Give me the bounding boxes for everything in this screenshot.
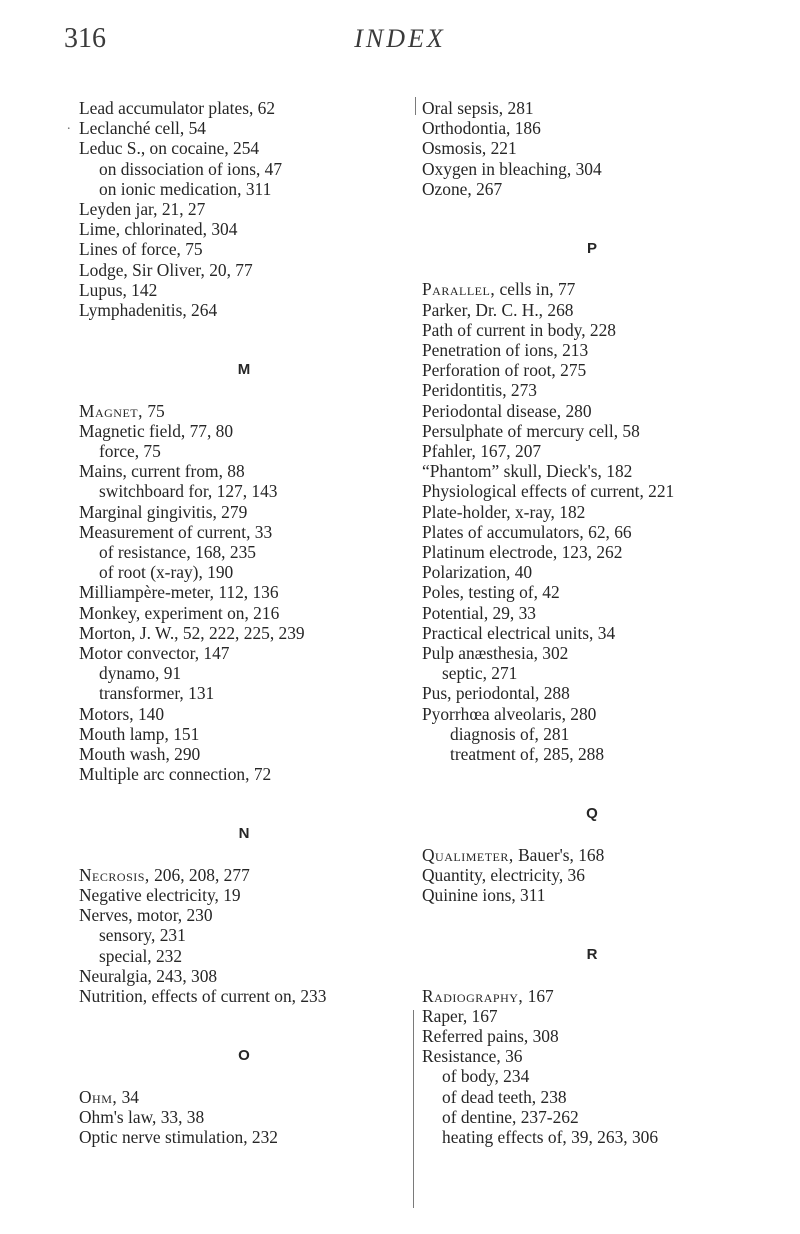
section-spacer: [79, 784, 409, 824]
index-entry: Monkey, experiment on, 216: [79, 602, 280, 623]
index-entry: Plate-holder, x-ray, 182: [422, 501, 586, 522]
index-subentry: of root (x-ray), 190: [99, 562, 234, 583]
index-subentry: sensory, 231: [99, 925, 186, 946]
index-entry: Pulp anæsthesia, 302: [422, 643, 569, 664]
index-entry: [79, 1087, 409, 1107]
index-entry: Motors, 140: [79, 703, 165, 724]
index-subentry: of dead teeth, 238: [442, 1086, 567, 1107]
entry-pages: cells in, 77: [495, 279, 576, 300]
index-entry: Mouth lamp, 151: [79, 723, 200, 744]
index-entry: Mains, current from, 88: [79, 461, 245, 482]
section-spacer: [79, 1066, 409, 1086]
index-entry: Motor convector, 147: [79, 643, 230, 664]
entry-pages: 206, 208, 277: [149, 864, 250, 885]
index-entry: [422, 845, 762, 865]
index-entry: Lead accumulator plates, 62: [79, 98, 276, 118]
index-entry: Morton, J. W., 52, 222, 225, 239: [79, 622, 305, 643]
page-header: [0, 22, 800, 62]
index-subentry: diagnosis of, 281: [450, 723, 570, 744]
index-entry: Oxygen in bleaching, 304: [422, 158, 602, 179]
section-spacer: [79, 380, 409, 400]
index-subentry: septic, 271: [442, 663, 518, 684]
index-subentry: treatment of, 285, 288: [450, 744, 605, 765]
index-entry: Platinum electrode, 123, 262: [422, 542, 623, 563]
index-subentry: of dentine, 237-262: [442, 1106, 579, 1127]
index-entry: Osmosis, 221: [422, 138, 517, 159]
index-entry: Ozone, 267: [422, 178, 503, 199]
index-entry: Leyden jar, 21, 27: [79, 199, 206, 220]
section-spacer: [79, 845, 409, 865]
section-spacer: [422, 824, 762, 844]
section-spacer: [422, 965, 762, 985]
index-entry: Lodge, Sir Oliver, 20, 77: [79, 259, 253, 280]
index-entry: [79, 865, 409, 885]
index-entry: Quinine ions, 311: [422, 885, 546, 906]
index-entry: Persulphate of mercury cell, 58: [422, 420, 640, 441]
index-entry: [422, 986, 762, 1006]
section-spacer: [422, 259, 762, 279]
index-entry: Potential, 29, 33: [422, 602, 536, 623]
index-entry: Referred pains, 308: [422, 1026, 559, 1047]
index-entry: Optic nerve stimulation, 232: [79, 1127, 278, 1148]
index-entry: Nerves, motor, 230: [79, 905, 213, 926]
index-subentry: on dissociation of ions, 47: [99, 158, 283, 179]
index-entry: Leduc S., on cocaine, 254: [79, 138, 260, 159]
section-spacer: [422, 764, 762, 804]
index-entry: Poles, testing of, 42: [422, 582, 560, 603]
index-entry: Milliampère-meter, 112, 136: [79, 582, 279, 603]
section-letter: M: [237, 361, 251, 379]
index-entry: Raper, 167: [422, 1005, 498, 1026]
index-entry: Oral sepsis, 281: [422, 98, 534, 118]
index-column-right: [422, 98, 762, 1147]
index-entry: [422, 279, 762, 299]
index-subentry: switchboard for, 127, 143: [99, 481, 278, 502]
index-entry: Orthodontia, 186: [422, 118, 541, 139]
index-entry: Plates of accumulators, 62, 66: [422, 521, 632, 542]
section-letter: O: [238, 1047, 250, 1065]
index-entry: Nutrition, effects of current on, 233: [79, 986, 327, 1007]
index-entry: Resistance, 36: [422, 1046, 523, 1067]
index-entry: Penetration of ions, 213: [422, 340, 589, 360]
index-subentry: transformer, 131: [99, 683, 215, 704]
index-entry: Pus, periodontal, 288: [422, 683, 570, 704]
entry-pages: Bauer's, 168: [513, 844, 605, 865]
section-letter: Q: [586, 805, 598, 823]
section-spacer: [79, 1006, 409, 1046]
index-entry: Polarization, 40: [422, 562, 533, 583]
index-entry: Path of current in body, 228: [422, 319, 616, 340]
index-entry: Perforation of root, 275: [422, 360, 587, 381]
index-subentry: heating effects of, 39, 263, 306: [442, 1127, 659, 1148]
index-subentry: of resistance, 168, 235: [99, 542, 256, 563]
index-subentry: dynamo, 91: [99, 663, 182, 684]
index-column-left: [79, 98, 409, 1147]
index-entry: Neuralgia, 243, 308: [79, 965, 218, 986]
index-entry: Mouth wash, 290: [79, 744, 201, 765]
index-entry: Leclanché cell, 54: [79, 118, 206, 139]
running-title: INDEX: [354, 24, 446, 53]
entry-headword: Parallel,: [422, 279, 496, 300]
index-entry: Pfahler, 167, 207: [422, 441, 542, 462]
section-spacer: [79, 320, 409, 360]
index-entry: [79, 401, 409, 421]
index-subentry: force, 75: [99, 441, 161, 462]
entry-headword: Necrosis,: [79, 864, 150, 885]
index-entry: Practical electrical units, 34: [422, 622, 616, 643]
index-entry: Multiple arc connection, 72: [79, 764, 272, 785]
index-entry: Lupus, 142: [79, 279, 158, 300]
section-spacer: [422, 905, 762, 945]
section-letter: P: [586, 240, 597, 258]
index-subentry: on ionic medication, 311: [99, 178, 272, 199]
margin-mark: .: [67, 118, 71, 133]
entry-pages: 34: [117, 1086, 139, 1107]
index-subentry: of body, 234: [442, 1066, 530, 1087]
section-letter: N: [238, 825, 250, 843]
entry-headword: Qualimeter,: [422, 844, 514, 865]
index-entry: Marginal gingivitis, 279: [79, 501, 248, 522]
index-entry: Lines of force, 75: [79, 239, 203, 260]
section-letter: R: [586, 946, 598, 964]
index-entry: Magnetic field, 77, 80: [79, 420, 234, 441]
page-number: 316: [64, 23, 106, 54]
index-subentry: special, 232: [99, 945, 183, 966]
index-entry: Ohm's law, 33, 38: [79, 1106, 205, 1127]
entry-pages: 75: [142, 400, 165, 421]
entry-pages: 167: [523, 985, 554, 1006]
index-entry: Parker, Dr. C. H., 268: [422, 299, 574, 320]
index-entry: Measurement of current, 33: [79, 521, 273, 542]
index-entry: Lime, chlorinated, 304: [79, 219, 238, 240]
index-entry: Physiological effects of current, 221: [422, 481, 675, 502]
entry-headword: Magnet,: [79, 400, 143, 421]
entry-headword: Ohm,: [79, 1086, 118, 1107]
index-entry: “Phantom” skull, Dieck's, 182: [422, 461, 633, 482]
index-entry: Negative electricity, 19: [79, 885, 241, 906]
section-spacer: [422, 199, 762, 239]
index-entry: Peridontitis, 273: [422, 380, 537, 401]
entry-headword: Radiography,: [422, 985, 524, 1006]
index-entry: Quantity, electricity, 36: [422, 864, 585, 885]
column-divider-top: [415, 97, 416, 115]
index-entry: Pyorrhœa alveolaris, 280: [422, 703, 597, 724]
index-entry: Lymphadenitis, 264: [79, 300, 218, 321]
index-entry: Periodontal disease, 280: [422, 400, 592, 421]
column-divider-bottom: [413, 1010, 414, 1208]
